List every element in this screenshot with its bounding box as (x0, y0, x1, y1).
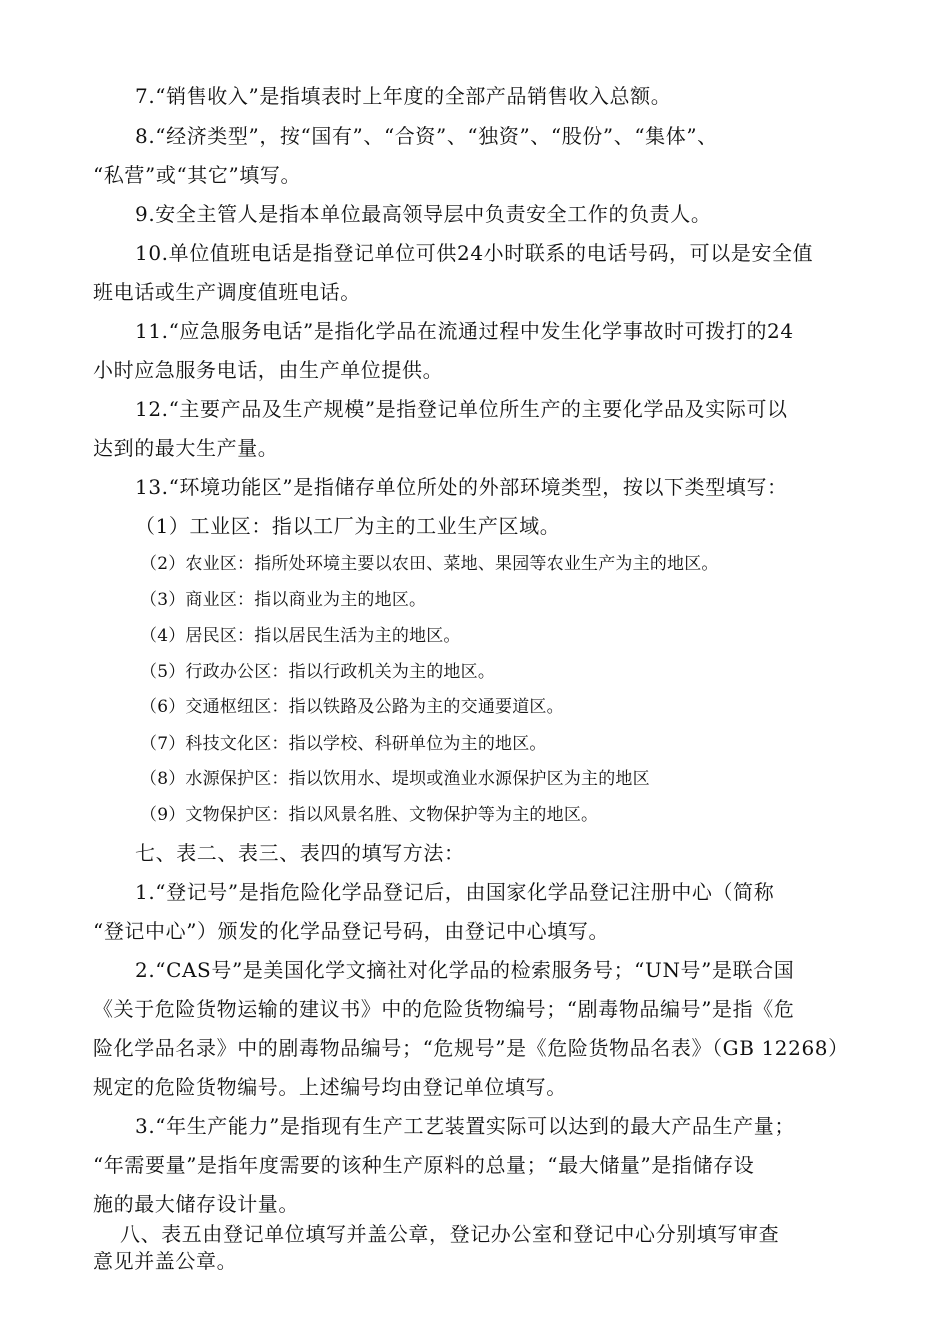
section-8-line-1: 八、表五由登记单位填写并盖公章，登记办公室和登记中心分别填写审查 (120, 1222, 780, 1246)
section-7-item-2-line-4: 规定的危险货物编号。上述编号均由登记单位填写。 (93, 1075, 567, 1099)
paragraph-10-line-1: 10.单位值班电话是指登记单位可供24小时联系的电话号码，可以是安全值 (135, 241, 814, 265)
section-7-item-2-line-2: 《关于危险货物运输的建议书》中的危险货物编号；“剧毒物品编号”是指《危 (93, 997, 795, 1021)
zone-item-7: （7）科技文化区：指以学校、科研单位为主的地区。 (140, 734, 547, 754)
zone-item-1: （1）工业区：指以工厂为主的工业生产区域。 (135, 514, 561, 538)
zone-item-9: （9）文物保护区：指以风景名胜、文物保护等为主的地区。 (140, 805, 599, 825)
zone-item-4: （4）居民区：指以居民生活为主的地区。 (140, 626, 461, 646)
section-7-item-2-line-1: 2.“CAS号”是美国化学文摘社对化学品的检索服务号；“UN号”是联合国 (135, 958, 795, 982)
paragraph-12-line-1: 12.“主要产品及生产规模”是指登记单位所生产的主要化学品及实际可以 (135, 397, 788, 421)
section-7-item-1-line-1: 1.“登记号”是指危险化学品登记后，由国家化学品登记注册中心（简称 (135, 880, 775, 904)
paragraph-9-line: 9.安全主管人是指本单位最高领导层中负责安全工作的负责人。 (135, 202, 712, 226)
zone-item-5: （5）行政办公区：指以行政机关为主的地区。 (140, 662, 496, 682)
paragraph-8-line-2: “私营”或“其它”填写。 (93, 163, 302, 187)
paragraph-11-line-2: 小时应急服务电话，由生产单位提供。 (93, 358, 444, 382)
zone-item-2: （2）农业区：指所处环境主要以农田、菜地、果园等农业生产为主的地区。 (140, 554, 719, 574)
section-7-heading: 七、表二、表三、表四的填写方法： (135, 841, 465, 865)
section-7-item-2-line-3: 险化学品名录》中的剧毒物品编号；“危规号”是《危险货物品名表》（GB 12268） (93, 1036, 849, 1060)
zone-item-6: （6）交通枢纽区：指以铁路及公路为主的交通要道区。 (140, 697, 564, 717)
section-7-item-3-line-1: 3.“年生产能力”是指现有生产工艺装置实际可以达到的最大产品生产量； (135, 1114, 795, 1138)
section-7-item-1-line-2: “登记中心”）颁发的化学品登记号码，由登记中心填写。 (93, 919, 610, 943)
section-8-line-2: 意见并盖公章。 (93, 1249, 238, 1273)
paragraph-13-line: 13.“环境功能区”是指储存单位所处的外部环境类型，按以下类型填写： (135, 475, 788, 499)
section-7-item-3-line-3: 施的最大储存设计量。 (93, 1192, 299, 1216)
zone-item-3: （3）商业区：指以商业为主的地区。 (140, 590, 427, 610)
paragraph-8-line-1: 8.“经济类型”，按“国有”、“合资”、“独资”、“股份”、“集体”、 (135, 124, 718, 148)
paragraph-11-line-1: 11.“应急服务电话”是指化学品在流通过程中发生化学事故时可拨打的24 (135, 319, 794, 343)
paragraph-10-line-2: 班电话或生产调度值班电话。 (93, 280, 361, 304)
section-7-item-3-line-2: “年需要量”是指年度需要的该种生产原料的总量；“最大储量”是指储存设 (93, 1153, 755, 1177)
paragraph-12-line-2: 达到的最大生产量。 (93, 436, 279, 460)
paragraph-7-line: 7.“销售收入”是指填表时上年度的全部产品销售收入总额。 (135, 84, 672, 108)
zone-item-8: （8）水源保护区：指以饮用水、堤坝或渔业水源保护区为主的地区 (140, 769, 650, 789)
